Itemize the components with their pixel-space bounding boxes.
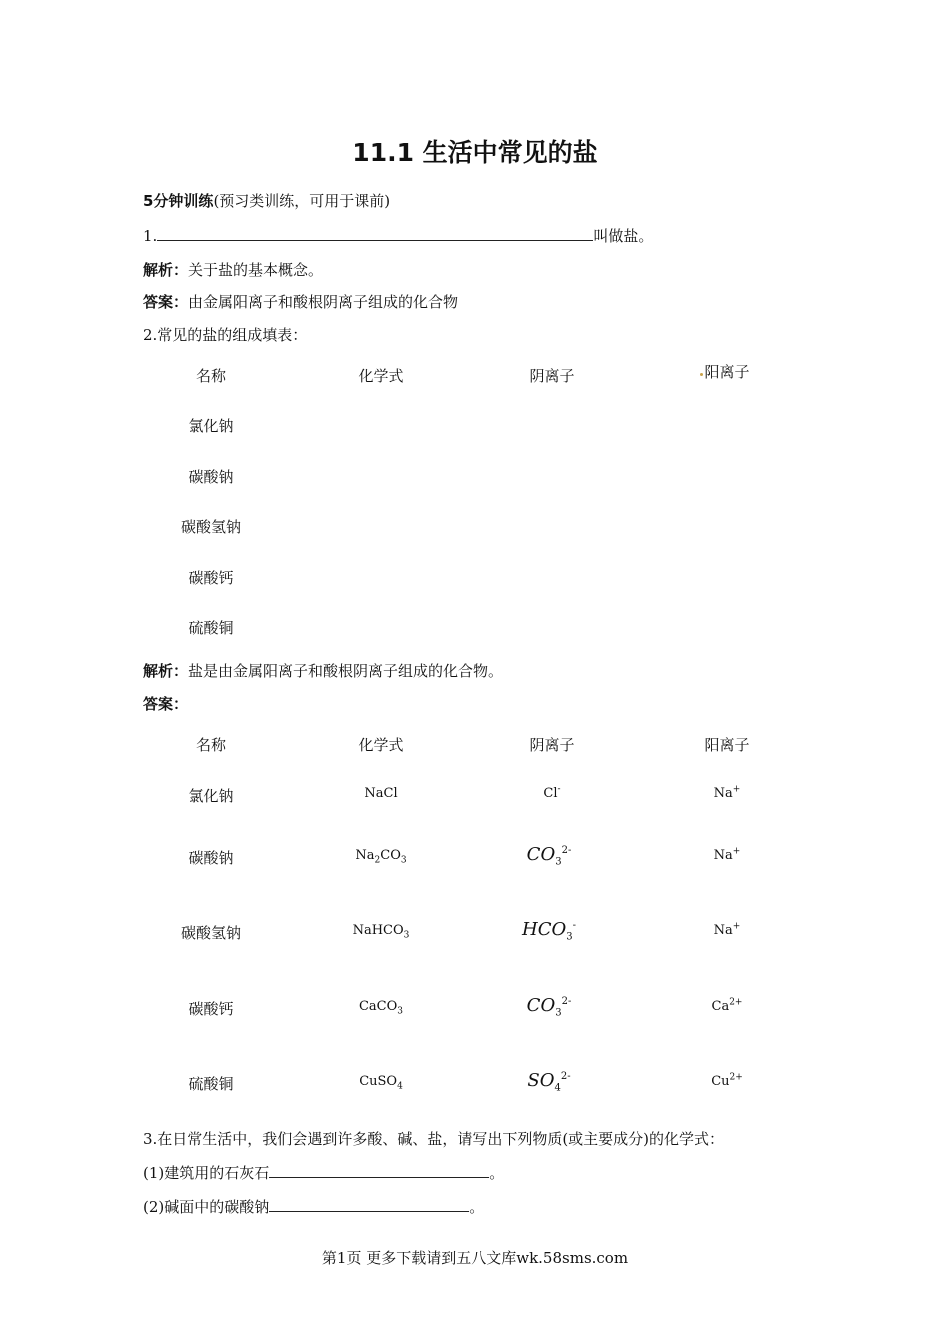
table-cell-formula: CuSO$_4$: [359, 1074, 403, 1092]
section-bold: 5分钟训练: [143, 192, 214, 210]
table-cell-name: 碳酸钠: [188, 468, 234, 486]
table-header: 名称: [195, 367, 227, 385]
question-2: 2.常见的盐的组成填表：: [143, 326, 308, 344]
table-header: 名称: [195, 736, 227, 754]
table-cell-anion: $HCO_3^-$: [522, 919, 576, 943]
q2-answer-label: [143, 693, 188, 714]
table-cell-name: 硫酸铜: [188, 619, 234, 637]
table-cell-name: 碳酸钙: [188, 1000, 234, 1018]
q1-blank[interactable]: [157, 226, 593, 241]
table-header: 化学式: [358, 367, 404, 385]
table-cell-name: 氯化钠: [188, 417, 234, 435]
table-cell-formula: $Na_2CO_3$: [355, 848, 407, 866]
page-title: 11.1 生活中常见的盐: [352, 138, 598, 167]
q3-blank-1[interactable]: [269, 1163, 489, 1178]
table-header: 阳离子: [704, 363, 750, 381]
table-cell-anion: $CO_3^{2-}$: [526, 844, 572, 868]
table-cell-cation: Na+: [713, 846, 741, 863]
table-cell-formula: CaCO$_3$: [358, 999, 404, 1017]
analysis-text: 盐是由金属阳离子和酸根阴离子组成的化合物。: [188, 662, 504, 680]
table-cell-formula: NaCl: [364, 786, 398, 801]
q2-analysis: [143, 660, 503, 681]
q3-blank-2[interactable]: [269, 1197, 469, 1212]
question-1: [143, 225, 653, 246]
q3-item-2: (2)碱面中的碳酸钠 。: [143, 1198, 485, 1216]
answer-label: 答案：: [143, 293, 189, 311]
table-cell-anion: Cl-: [543, 784, 561, 801]
q1-answer: [143, 291, 458, 312]
answer-label: 答案：: [143, 695, 189, 713]
q1-analysis: [143, 259, 323, 280]
table-cell-cation: Na+: [713, 921, 741, 938]
q3-item-1: (1)建筑用的石灰石 。: [143, 1164, 505, 1182]
table-cell-formula: NaHCO$_3$: [352, 923, 410, 941]
question-3: 3.在日常生活中，我们会遇到许多酸、碱、盐，请写出下列物质(或主要成分)的化学式：: [143, 1130, 725, 1148]
analysis-label: 解析：: [143, 261, 189, 279]
q3-item-label: (2)碱面中的碳酸钠: [143, 1198, 270, 1216]
analysis-label: 解析：: [143, 662, 189, 680]
table-cell-name: 碳酸钠: [188, 849, 234, 867]
table-header: 阴离子: [529, 736, 575, 754]
table-cell-name: 硫酸铜: [188, 1075, 234, 1093]
section-heading: [143, 190, 390, 211]
table-header: 化学式: [358, 736, 404, 754]
table-cell-anion: $SO_4^{2-}$: [527, 1070, 571, 1094]
analysis-text: 关于盐的基本概念。: [188, 261, 324, 279]
stray-mark: [700, 373, 703, 376]
answer-text: 由金属阳离子和酸根阴离子组成的化合物: [188, 293, 459, 311]
table-cell-cation: Na+: [713, 784, 741, 801]
q1-prefix: 1.: [143, 227, 158, 245]
table-cell-cation: $Ca^{2+}$: [711, 997, 743, 1014]
table-cell-name: 碳酸氢钠: [180, 518, 242, 536]
table-cell-anion: $CO_3^{2-}$: [526, 995, 572, 1019]
table-cell-name: 碳酸钙: [188, 569, 234, 587]
q3-item-label: (1)建筑用的石灰石: [143, 1164, 270, 1182]
table-header: 阴离子: [529, 367, 575, 385]
table-cell-name: 氯化钠: [188, 787, 234, 805]
section-note: (预习类训练，可用于课前): [213, 192, 391, 210]
table-cell-name: 碳酸氢钠: [180, 924, 242, 942]
page-footer: 第1页 更多下载请到五八文库wk.58sms.com: [321, 1249, 629, 1267]
table-header: 阳离子: [704, 736, 750, 754]
q1-suffix: 叫做盐。: [593, 227, 654, 245]
table-cell-cation: $Cu^{2+}$: [711, 1072, 743, 1089]
